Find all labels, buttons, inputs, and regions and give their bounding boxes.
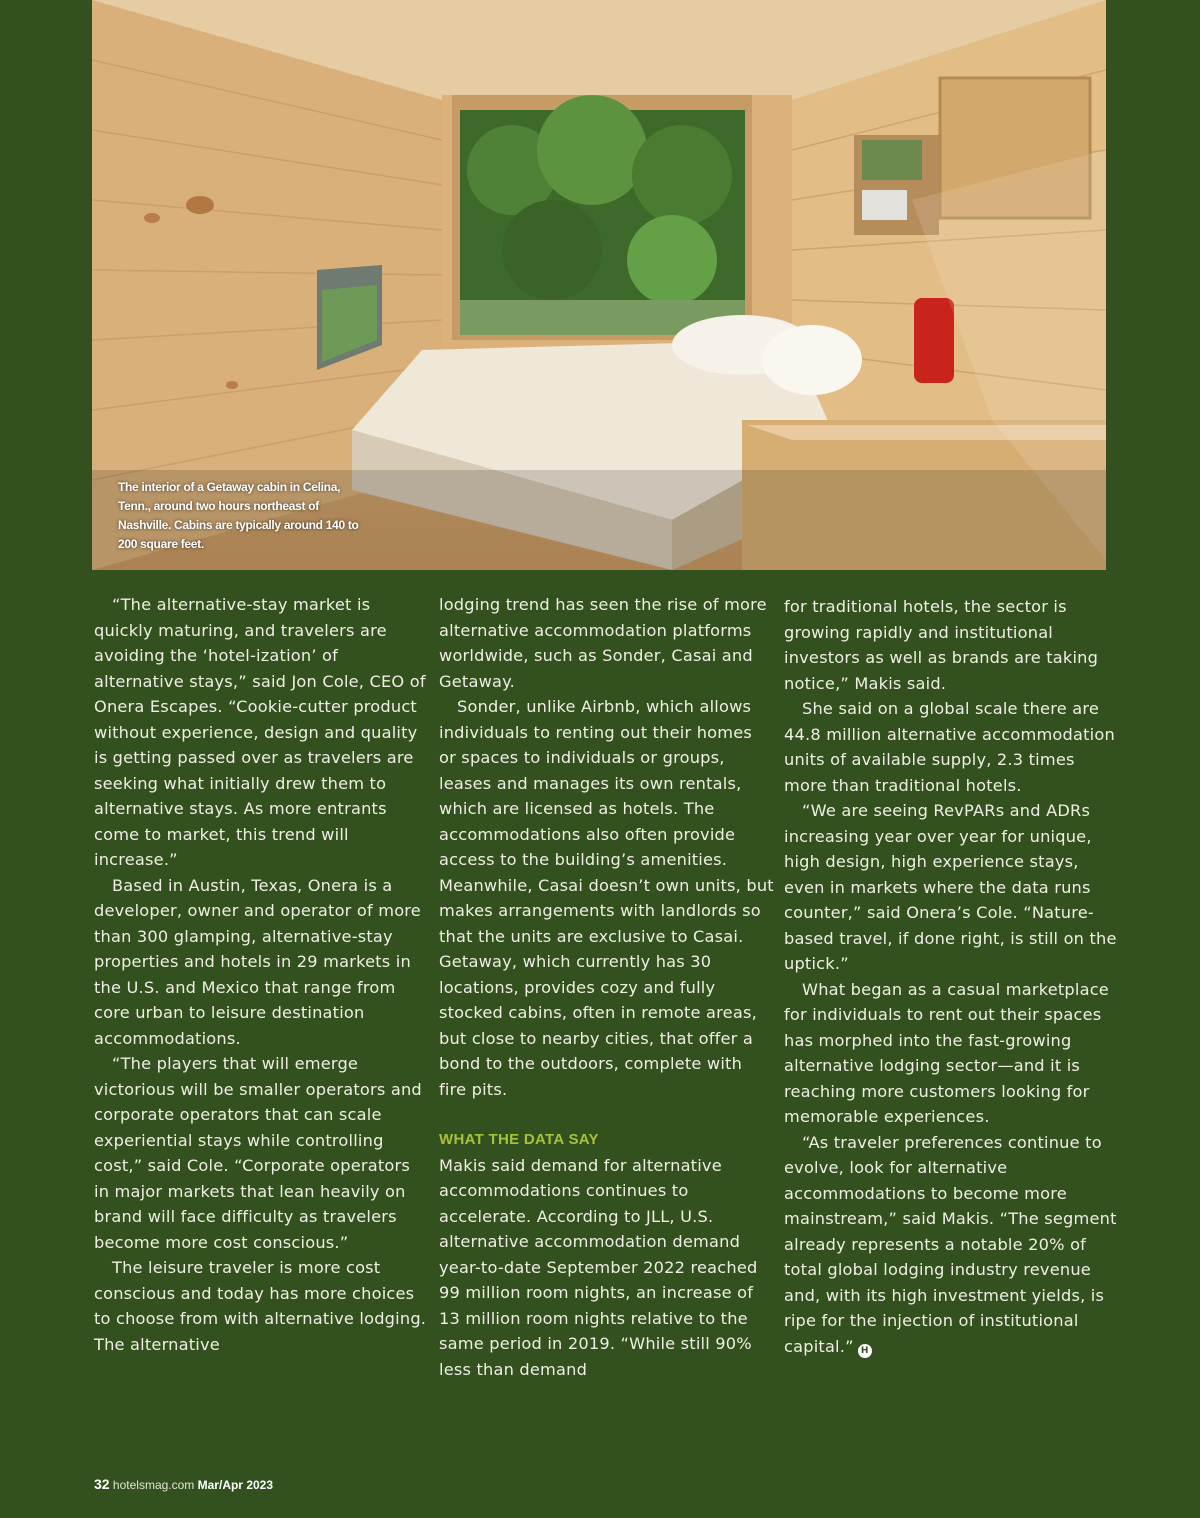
paragraph: The leisure traveler is more cost conscious and today has more choices to choose from with alternative lodging. The alternative — [94, 1258, 427, 1354]
footer-site: hotelsmag.com — [112, 1478, 195, 1492]
paragraph: lodging trend has seen the rise of more alternative accommodation platforms worldwide, such as Sonder, Casai and Getaway. — [439, 595, 767, 691]
paragraph: “The players that will emerge victorious will be smaller operators and corporate operators that can scale experiential stays while controlling cost,” said Cole. “Corporate operators in major markets that lean heavily on brand will face difficulty as travelers become more cost conscious.” — [94, 1054, 422, 1252]
section-subhead: WHAT THE DATA SAY — [439, 1131, 599, 1148]
article-column-3 — [784, 594, 1119, 1359]
article-column-1 — [94, 592, 429, 1357]
paragraph: “The alternative-stay market is quickly maturing, and travelers are avoiding the ‘hotel-ization’ of alternative stays,” said Jon Cole, CEO of Onera Escapes. “Cookie-cutter product without experience, design and quality is getting passed over as travelers are seeking what initially drew them to alternative stays. As more entrants come to market, this trend will increase.” — [94, 595, 426, 869]
paragraph-text: “As traveler preferences continue to evolve, look for alternative accommodations to become more mainstream,” said Makis. “The segment already represents a notable 20% of total global lodging industry revenue and, with its high investment yields, is ripe for the injection of institutional capital.” — [784, 1132, 1117, 1356]
paragraph: “We are seeing RevPARs and ADRs increasing year over year for unique, high design, high experience stays, even in markets where the data runs counter,” said Onera’s Cole. “Nature-based travel, if done right, is still on the uptick.” — [784, 801, 1117, 973]
paragraph: Sonder, unlike Airbnb, which allows individuals to renting out their homes or spaces to individuals or groups, leases and manages its own rentals, which are licensed as hotels. The accommodations also often provide access to the building’s amenities. Meanwhile, Casai doesn’t own units, but makes arrangements with landlords so that the units are exclusive to Casai. Getaway, which currently has 30 locations, provides cozy and fully stocked cabins, often in remote areas, but close to nearby cities, that offer a bond to the outdoors, complete with fire pits. — [439, 697, 774, 1099]
cabin-interior-photo — [92, 0, 1106, 570]
article-column-2 — [439, 592, 774, 1382]
paragraph: Makis said demand for alternative accommodations continues to accelerate. According to JLL, U.S. alternative accommodation demand year-to-date September 2022 reached 99 million room nights, an increase of 13 million room nights relative to the same period in 2019. “While still 90% less than demand — [439, 1155, 758, 1379]
paragraph: What began as a casual marketplace for individuals to rent out their spaces has morphed into the fast-growing alternative lodging sector—and it is reaching more customers looking for memorable experiences. — [784, 979, 1109, 1126]
paragraph: for traditional hotels, the sector is growing rapidly and institutional investors as well as brands are taking notice,” Makis said. — [784, 597, 1099, 693]
page-number: 32 — [94, 1476, 110, 1492]
paragraph-final — [784, 1130, 1119, 1360]
end-mark-icon: H — [858, 1344, 872, 1358]
paragraph: She said on a global scale there are 44.8 million alternative accommodation units of available supply, 2.3 times more than traditional hotels. — [784, 699, 1115, 795]
page-footer — [94, 1476, 273, 1492]
paragraph: Based in Austin, Texas, Onera is a developer, owner and operator of more than 300 glamping, alternative-stay properties and hotels in 29 markets in the U.S. and Mexico that range from core urban to leisure destination accommodations. — [94, 875, 421, 1048]
photo-caption: The interior of a Getaway cabin in Celina, Tenn., around two hours northeast of Nashville. Cabins are typically around 140 to 200 square feet. — [118, 480, 359, 551]
footer-issue: Mar/Apr 2023 — [197, 1478, 274, 1492]
